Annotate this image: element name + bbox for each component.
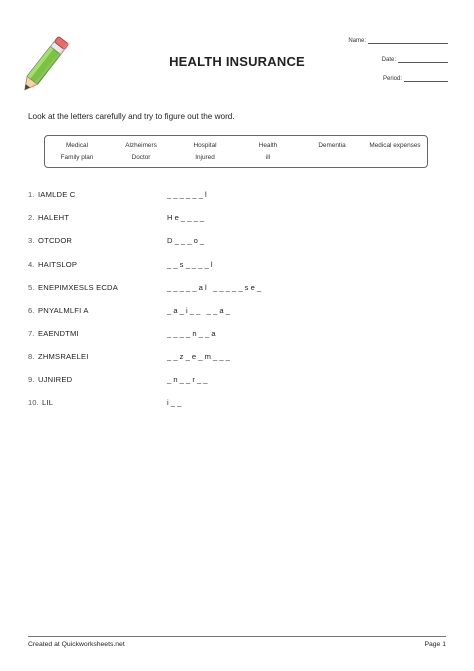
- answer-hint[interactable]: _ _ _ _ n _ _ a: [167, 329, 216, 338]
- word-bank-item: ill: [265, 154, 271, 161]
- word-bank-item: Doctor: [131, 154, 151, 161]
- scrambled-word: ENEPIMXESLS ECDA: [38, 283, 119, 292]
- name-line[interactable]: [368, 37, 448, 44]
- scrambled-word: IAMLDE C: [38, 190, 76, 199]
- question-number: 2.: [28, 213, 35, 222]
- answer-hint[interactable]: _ _ _ _ _ a l _ _ _ _ _ s e _: [167, 283, 262, 292]
- period-field[interactable]: [383, 75, 448, 82]
- question-number: 3.: [28, 236, 35, 245]
- answer-hint[interactable]: _ _ s _ _ _ _ l: [167, 260, 213, 269]
- answer-hint[interactable]: H e _ _ _ _: [167, 213, 205, 222]
- instructions-text: Look at the letters carefully and try to figure out the word.: [28, 112, 235, 121]
- question-number: 10.: [28, 398, 39, 407]
- scrambled-word: HALEHT: [38, 213, 70, 222]
- answer-hint[interactable]: _ _ z _ e _ m _ _ _: [167, 352, 230, 361]
- word-bank-item: Alzheimers: [125, 142, 157, 149]
- scrambled-word: UJNIRED: [38, 375, 73, 384]
- word-bank-item: Hospital: [193, 142, 217, 149]
- answer-hint[interactable]: _ n _ _ r _ _: [167, 375, 208, 384]
- question-number: 7.: [28, 329, 35, 338]
- word-bank-item: Health: [258, 142, 278, 149]
- answer-hint[interactable]: i _ _: [167, 398, 182, 407]
- footer-divider: [28, 636, 446, 637]
- scrambled-word: EAENDTMI: [38, 329, 79, 338]
- date-label: Date:: [381, 57, 396, 63]
- scrambled-word: ZHMSRAELEI: [38, 352, 89, 361]
- footer-credit: Created at Quickworksheets.net: [28, 641, 125, 648]
- page-number: Page 1: [424, 641, 446, 648]
- period-line[interactable]: [404, 75, 448, 82]
- scrambled-word: HAITSLOP: [38, 260, 78, 269]
- scrambled-word: PNYALMLFI A: [38, 306, 89, 315]
- question-number: 1.: [28, 190, 35, 199]
- word-bank-item: Injured: [195, 154, 215, 161]
- word-bank-item: Medical: [65, 142, 89, 149]
- word-bank: [44, 135, 428, 168]
- scrambled-word: OTCDOR: [38, 236, 73, 245]
- word-bank-item: Medical expenses: [369, 142, 421, 149]
- question-number: 8.: [28, 352, 35, 361]
- answer-hint[interactable]: _ _ _ _ _ _ l: [167, 190, 207, 199]
- period-label: Period:: [382, 76, 402, 82]
- word-bank-item: Family plan: [60, 154, 94, 161]
- name-field[interactable]: [348, 37, 448, 44]
- answer-hint[interactable]: _ a _ i _ _ _ _ a _: [167, 306, 230, 315]
- scrambled-word: LIL: [42, 398, 54, 407]
- answer-hint[interactable]: D _ _ _ o _: [167, 236, 205, 245]
- question-number: 9.: [28, 375, 35, 384]
- name-label: Name:: [348, 38, 366, 44]
- question-number: 5.: [28, 283, 35, 292]
- word-bank-item: Dementia: [318, 142, 346, 149]
- page-title: HEALTH INSURANCE: [169, 54, 305, 69]
- question-number: 4.: [28, 260, 35, 269]
- question-number: 6.: [28, 306, 35, 315]
